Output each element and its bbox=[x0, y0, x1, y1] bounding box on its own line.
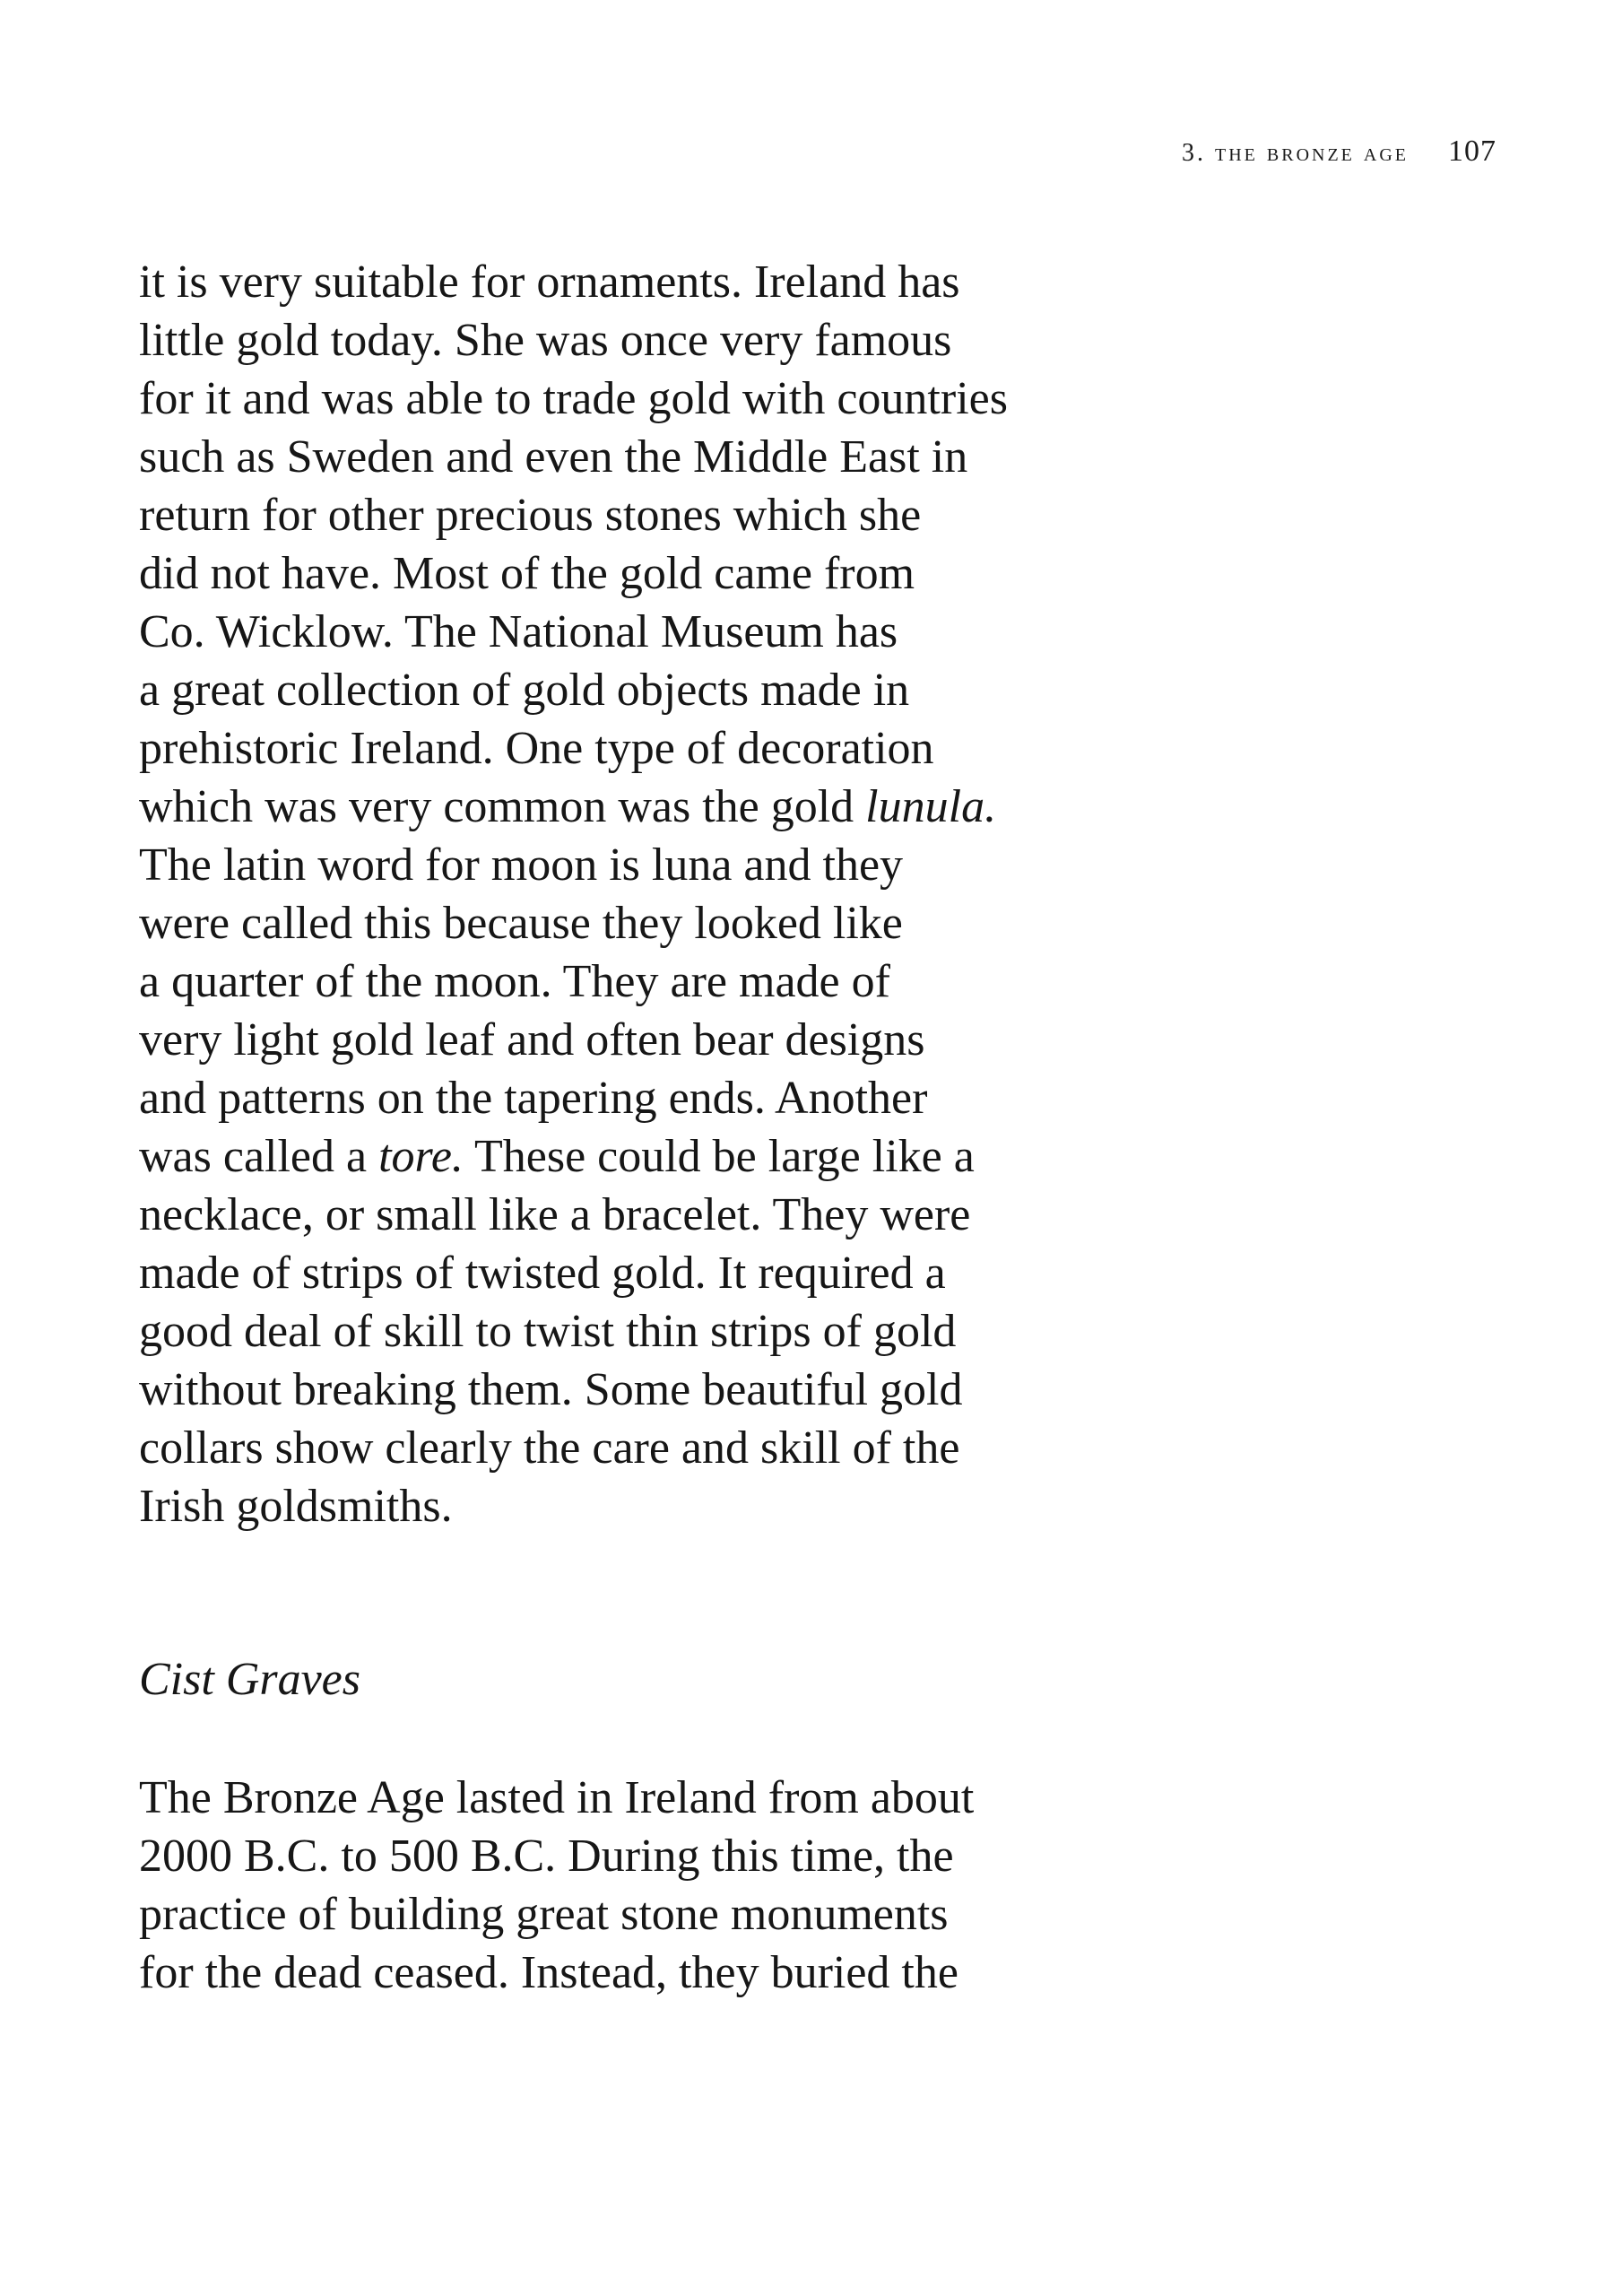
text-line: for it and was able to trade gold with countries bbox=[139, 373, 1008, 424]
text-line: were called this because they looked like bbox=[139, 898, 903, 949]
text-line: very light gold leaf and often bear designs bbox=[139, 1014, 925, 1065]
text-line: Irish goldsmiths. bbox=[139, 1481, 453, 1532]
text-line bbox=[139, 1127, 1394, 1186]
text-line: return for other precious stones which she bbox=[139, 490, 922, 541]
text-line: good deal of skill to twist thin strips of gold bbox=[139, 1306, 957, 1357]
text-segment: These could be large like a bbox=[463, 1131, 975, 1182]
body-paragraph-2 bbox=[139, 1769, 1394, 2002]
text-line: such as Sweden and even the Middle East in bbox=[139, 431, 968, 483]
text-line: The latin word for moon is luna and they bbox=[139, 839, 904, 891]
text-line: collars show clearly the care and skill of the bbox=[139, 1422, 960, 1474]
text-line: and patterns on the tapering ends. Another bbox=[139, 1073, 928, 1124]
italic-term-tore: tore. bbox=[378, 1131, 464, 1182]
text-line: a great collection of gold objects made in bbox=[139, 665, 910, 716]
text-line: without breaking them. Some beautiful gold bbox=[139, 1364, 963, 1415]
text-line: prehistoric Ireland. One type of decoration bbox=[139, 723, 934, 774]
running-head bbox=[1182, 135, 1496, 174]
italic-term-lunula: lunula. bbox=[865, 781, 997, 832]
text-segment: which was very common was the gold bbox=[139, 781, 866, 832]
text-line: necklace, or small like a bracelet. They were bbox=[139, 1189, 971, 1240]
body-paragraph-1 bbox=[139, 253, 1394, 1535]
text-line: little gold today. She was once very famous bbox=[139, 315, 952, 366]
text-line: it is very suitable for ornaments. Ireland has bbox=[139, 257, 960, 308]
text-line: made of strips of twisted gold. It required a bbox=[139, 1248, 946, 1299]
text-line: for the dead ceased. Instead, they buried the bbox=[139, 1947, 958, 1998]
page-number: 107 bbox=[1448, 135, 1496, 168]
text-line: The Bronze Age lasted in Ireland from about bbox=[139, 1772, 975, 1823]
text-line: practice of building great stone monuments bbox=[139, 1889, 949, 1940]
text-segment: was called a bbox=[139, 1131, 379, 1182]
text-line: 2000 B.C. to 500 B.C. During this time, the bbox=[139, 1831, 954, 1882]
chapter-title: 3. the bronze age bbox=[1182, 139, 1409, 167]
text-line: did not have. Most of the gold came from bbox=[139, 548, 915, 599]
text-line: a quarter of the moon. They are made of bbox=[139, 956, 890, 1007]
text-line bbox=[139, 778, 1394, 836]
text-line: Co. Wicklow. The National Museum has bbox=[139, 606, 898, 657]
section-heading: Cist Graves bbox=[139, 1654, 360, 1705]
